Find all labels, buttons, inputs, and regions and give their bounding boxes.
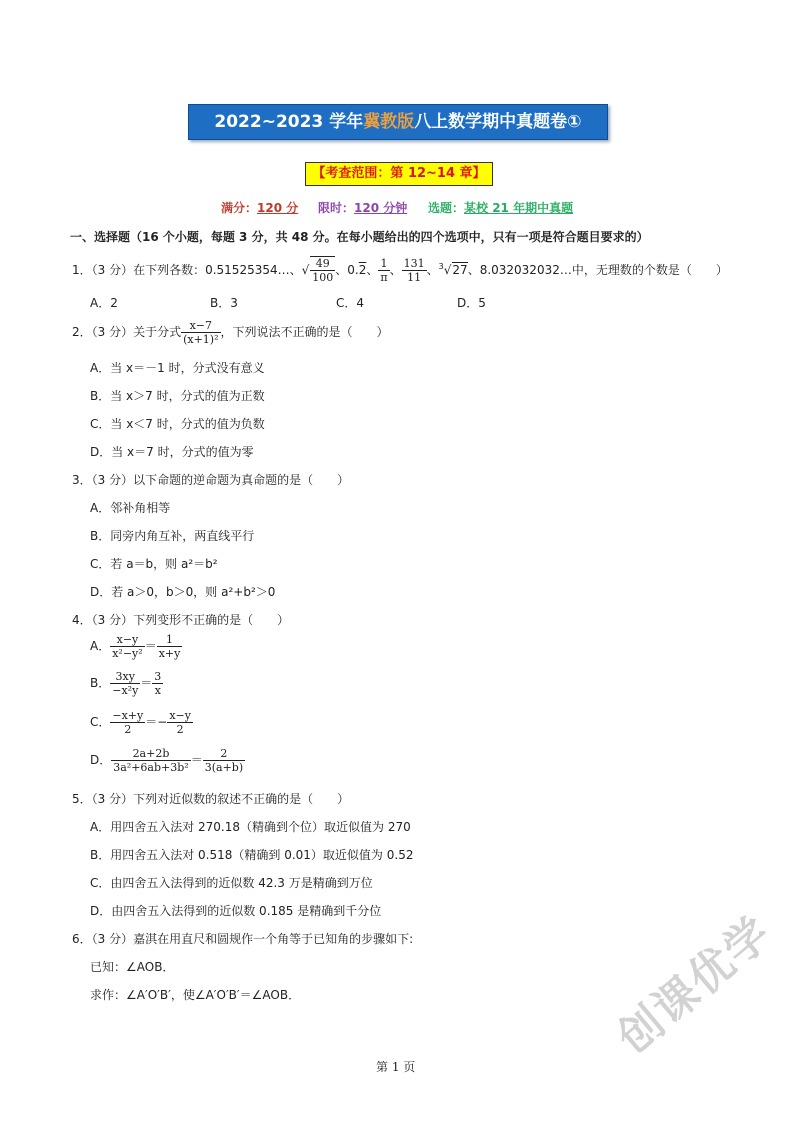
q1-option-d: D．5 [457,296,486,310]
q5-option-b: B．用四舍五入法对 0.518（精确到 0.01）取近似值为 0.52 [90,848,414,862]
question-2: 2．（3 分）关于分式 $\frac{x-7}{\text{(x+1)²}}$ ，下列说法不正确的是（ ） [72,319,389,346]
q1-option-a: A．2 [90,296,118,310]
title-post: 八上数学期中真题卷① [414,112,582,132]
question-6: 6．（3 分）嘉淇在用直尺和圆规作一个角等于已知角的步骤如下: [72,932,414,946]
question-3: 3．（3 分）以下命题的逆命题为真命题的是（ ） [72,473,350,487]
scope-box: 【考查范围：第 12~14 章】 [305,162,493,186]
q5-option-a: A．用四舍五入法对 270.18（精确到个位）取近似值为 270 [90,820,411,834]
full-score: 满分：120 分 [221,201,299,215]
q4-option-b: B． $\frac{3xy}{\text{−x²y}}$ ＝ $\frac{3}{x}$ [90,670,162,697]
q1-option-c: C．4 [336,296,365,310]
q2-option-b: B．当 x＞7 时，分式的值为正数 [90,389,265,403]
q5-option-c: C．由四舍五入法得到的近似数 42.3 万是精确到万位 [90,876,373,890]
q6-given: 已知：∠AOB． [90,960,175,974]
q3-option-c: C．若 a＝b，则 a²＝b² [90,557,218,571]
question-source: 选题：某校 21 年期中真题 [428,201,574,215]
time-limit: 限时：120 分钟 [318,201,408,215]
question-4: 4．（3 分）下列变形不正确的是（ ） [72,613,290,627]
q2-option-d: D．当 x＝7 时，分式的值为零 [90,445,254,459]
question-1: 1．（3 分）在下列各数：0.51525354…、√ $\frac{49}{100}$ 、0.2、 $\frac{1}{\pi}$ 、 $\frac{131}{11}$ 、$^3$√27、8.032032032…中，无理数的个数是（ ） [72,257,728,284]
q3-option-d: D．若 a＞0，b＞0，则 a²+b²＞0 [90,585,276,599]
q3-option-b: B．同旁内角互补，两直线平行 [90,529,255,543]
question-5: 5．（3 分）下列对近似数的叙述不正确的是（ ） [72,792,350,806]
q2-option-a: A．当 x＝－1 时，分式没有意义 [90,361,265,375]
page-number: 第 1 页 [376,1060,416,1074]
q4-option-a: A． $\frac{x-y}{\text{x²−y²}}$ ＝ $\frac{1}{x+y}$ [90,633,181,660]
watermark: 创课优学 [608,906,782,1065]
title-pre: 2022~2023 学年 [214,112,364,132]
section-heading: 一、选择题（16 个小题，每题 3 分，共 48 分。在每小题给出的四个选项中，只有一项是符合题目要求的） [70,230,649,244]
q4-option-c: C． $\frac{-x+y}{2}$ ＝− $\frac{x-y}{2}$ [90,709,191,736]
q3-option-a: A．邻补角相等 [90,501,171,515]
q6-construct: 求作：∠A′O′B′，使∠A′O′B′＝∠AOB． [90,988,301,1002]
title-banner [188,104,608,140]
title-highlight: 冀教版 [363,112,415,132]
q2-option-c: C．当 x＜7 时，分式的值为负数 [90,417,265,431]
q1-option-b: B．3 [210,296,238,310]
q4-option-d: D． $\frac{2a+2b}{\text{3a²+6ab+3b²}}$ ＝ $\frac{2}{3(a+b)}$ [90,747,244,774]
q5-option-d: D．由四舍五入法得到的近似数 0.185 是精确到千分位 [90,904,382,918]
